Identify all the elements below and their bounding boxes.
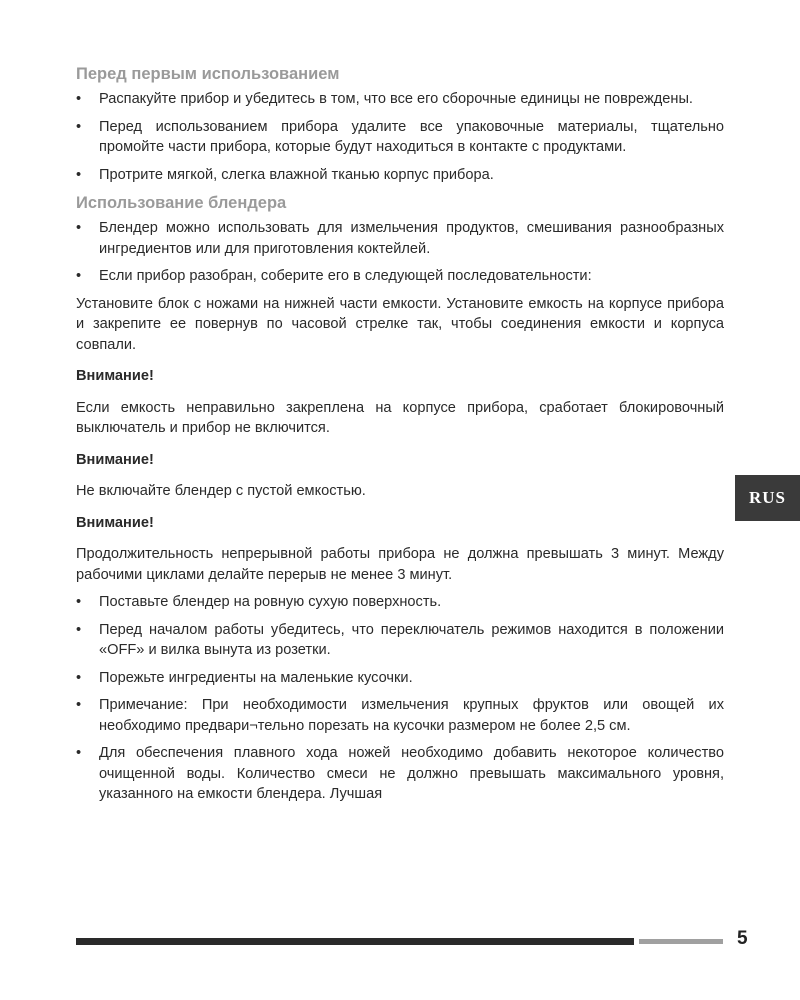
list-item: • Поставьте блендер на ровную сухую поверхность. — [76, 592, 724, 613]
list-item: • Перед использованием прибора удалите все упаковочные материалы, тщательно промойте части прибора, которые будут находиться в контакте с продуктами. — [76, 118, 724, 155]
bullet-icon: • — [76, 118, 82, 135]
bullet-icon: • — [76, 166, 82, 183]
list-item: • Если прибор разобран, соберите его в следующей последовательности: — [76, 266, 724, 287]
bullet-icon: • — [76, 621, 82, 638]
section-heading-before-first-use: Перед первым использованием — [76, 65, 340, 83]
manual-page-content — [76, 63, 724, 812]
list-item: • Блендер можно использовать для измельчения продуктов, смешивания разнообразных ингредиентов или для приготовления коктейлей. — [76, 220, 724, 257]
warning-label: Внимание! — [76, 451, 154, 468]
language-tab: RUS — [735, 475, 800, 521]
warning-label: Внимание! — [76, 514, 154, 531]
bullet-icon: • — [76, 220, 82, 236]
footer-rule-dark — [76, 938, 634, 945]
list-item: • Для обеспечения плавного хода ножей необходимо добавить некоторое количество очищенной воды. Количество смеси не должно превышать максимального уровня, указанного на емкости блендера. Лучшая — [76, 745, 724, 802]
warning-label: Внимание! — [76, 368, 154, 384]
warning-text: Не включайте блендер с пустой емкостью. — [76, 483, 366, 499]
list-item: • Протрите мягкой, слегка влажной тканью корпус прибора. — [76, 165, 724, 186]
warning-text: Продолжительность непрерывной работы прибора не должна превышать 3 минут. Между рабочими циклами делайте перерыв не менее 3 минут. — [76, 546, 724, 583]
section-heading-blender-usage: Использование блендера — [76, 194, 287, 212]
bullet-icon: • — [76, 268, 82, 284]
bullet-icon: • — [76, 745, 82, 761]
operation-steps-list — [76, 592, 724, 805]
bullet-icon: • — [76, 594, 82, 610]
list-item: • Примечание: При необходимости измельчения крупных фруктов или овощей их необходимо предвари¬тельно порезать на кусочки размером не более 2,5 см. — [76, 697, 724, 734]
page-number: 5 — [737, 928, 748, 949]
blender-usage-list — [76, 218, 724, 287]
list-item: • Перед началом работы убедитесь, что переключатель режимов находится в положении «OFF» и вилка вынута из розетки. — [76, 621, 724, 658]
assembly-paragraph: Установите блок с ножами на нижней части емкости. Установите емкость на корпусе прибора и закрепите ее повернув по часовой стрелке так, чтобы соединения емкости и корпуса совпали. — [76, 295, 724, 353]
list-item: • Порежьте ингредиенты на маленькие кусочки. — [76, 668, 724, 689]
bullet-icon: • — [76, 91, 82, 107]
bullet-icon: • — [76, 697, 82, 713]
list-item: • Распакуйте прибор и убедитесь в том, что все его сборочные единицы не повреждены. — [76, 89, 724, 110]
bullet-icon: • — [76, 669, 82, 686]
before-first-use-list — [76, 89, 724, 185]
footer-rule-light — [639, 939, 723, 944]
warning-text: Если емкость неправильно закреплена на корпусе прибора, сработает блокировочный выключатель и прибор не включится. — [76, 399, 724, 436]
